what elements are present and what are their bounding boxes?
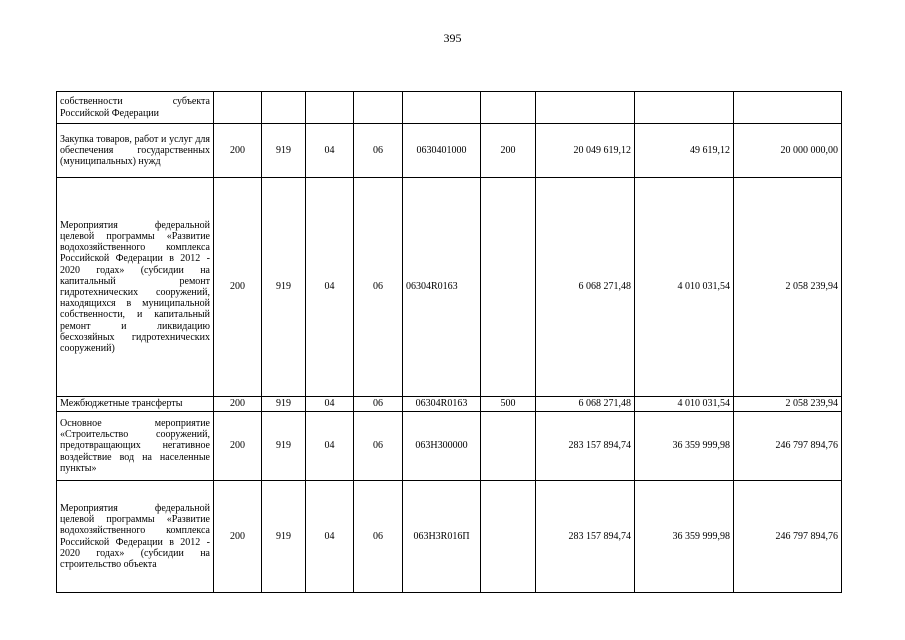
subsection-cell: 06	[354, 397, 403, 412]
code-cell: 919	[262, 397, 306, 412]
glav-cell	[214, 92, 262, 124]
subsection-cell: 06	[354, 412, 403, 481]
row-name-cell: Мероприятия федеральной целевой программы «Развитие водохозяйственного комплекса Российской Федерации в 2012 - 2020 годах» (субсидии на капитальный ремонт гидротехнических сооружений, находящихся в муниципальной собственности, и капитальный ремонт и ликвидацию бесхозяйных гидротехнических сооружений)	[57, 178, 214, 397]
page-number: 395	[443, 31, 462, 45]
row-name-cell: Мероприятия федеральной целевой программы «Развитие водохозяйственного комплекса Российской Федерации в 2012 - 2020 годах» (субсидии на строительство объекта	[57, 481, 214, 593]
subsection-cell: 06	[354, 178, 403, 397]
subsection-cell	[354, 92, 403, 124]
glav-cell: 200	[214, 178, 262, 397]
table-row	[57, 397, 842, 412]
table-row	[57, 412, 842, 481]
target-article-cell: 06304R0163	[403, 178, 481, 397]
amount-total-cell: 20 049 619,12	[536, 124, 635, 178]
code-cell	[262, 92, 306, 124]
glav-cell: 200	[214, 412, 262, 481]
amount-total-cell: 6 068 271,48	[536, 397, 635, 412]
expense-type-cell: 500	[481, 397, 536, 412]
amount-regional-cell: 246 797 894,76	[734, 481, 842, 593]
section-cell: 04	[306, 397, 354, 412]
amount-regional-cell: 246 797 894,76	[734, 412, 842, 481]
row-name-cell: Основное мероприятие «Строительство сооружений, предотвращающих негативное воздействие вод на населенные пункты»	[57, 412, 214, 481]
table-row	[57, 178, 842, 397]
budget-table	[56, 91, 842, 593]
expense-type-cell	[481, 412, 536, 481]
table-row	[57, 124, 842, 178]
amount-federal-cell	[635, 92, 734, 124]
code-cell: 919	[262, 124, 306, 178]
amount-regional-cell: 20 000 000,00	[734, 124, 842, 178]
amount-total-cell: 6 068 271,48	[536, 178, 635, 397]
code-cell: 919	[262, 481, 306, 593]
section-cell: 04	[306, 124, 354, 178]
code-cell: 919	[262, 412, 306, 481]
expense-type-cell: 200	[481, 124, 536, 178]
target-article-cell: 063Н3R016П	[403, 481, 481, 593]
row-name-cell: Межбюджетные трансферты	[57, 397, 214, 412]
amount-regional-cell: 2 058 239,94	[734, 178, 842, 397]
amount-federal-cell: 4 010 031,54	[635, 397, 734, 412]
expense-type-cell	[481, 481, 536, 593]
amount-federal-cell: 36 359 999,98	[635, 412, 734, 481]
expense-type-cell	[481, 178, 536, 397]
amount-regional-cell: 2 058 239,94	[734, 397, 842, 412]
amount-total-cell: 283 157 894,74	[536, 412, 635, 481]
section-cell: 04	[306, 178, 354, 397]
table-row	[57, 92, 842, 124]
amount-federal-cell: 4 010 031,54	[635, 178, 734, 397]
row-name-cell: собственности субъекта Российской Федерации	[57, 92, 214, 124]
glav-cell: 200	[214, 397, 262, 412]
amount-total-cell	[536, 92, 635, 124]
amount-total-cell: 283 157 894,74	[536, 481, 635, 593]
glav-cell: 200	[214, 124, 262, 178]
section-cell	[306, 92, 354, 124]
amount-federal-cell: 36 359 999,98	[635, 481, 734, 593]
subsection-cell: 06	[354, 124, 403, 178]
amount-federal-cell: 49 619,12	[635, 124, 734, 178]
target-article-cell	[403, 92, 481, 124]
target-article-cell: 06304R0163	[403, 397, 481, 412]
code-cell: 919	[262, 178, 306, 397]
section-cell: 04	[306, 412, 354, 481]
subsection-cell: 06	[354, 481, 403, 593]
target-article-cell: 063Н300000	[403, 412, 481, 481]
section-cell: 04	[306, 481, 354, 593]
table-row	[57, 481, 842, 593]
row-name-cell: Закупка товаров, работ и услуг для обеспечения государственных (муниципальных) нужд	[57, 124, 214, 178]
glav-cell: 200	[214, 481, 262, 593]
amount-regional-cell	[734, 92, 842, 124]
expense-type-cell	[481, 92, 536, 124]
target-article-cell: 0630401000	[403, 124, 481, 178]
